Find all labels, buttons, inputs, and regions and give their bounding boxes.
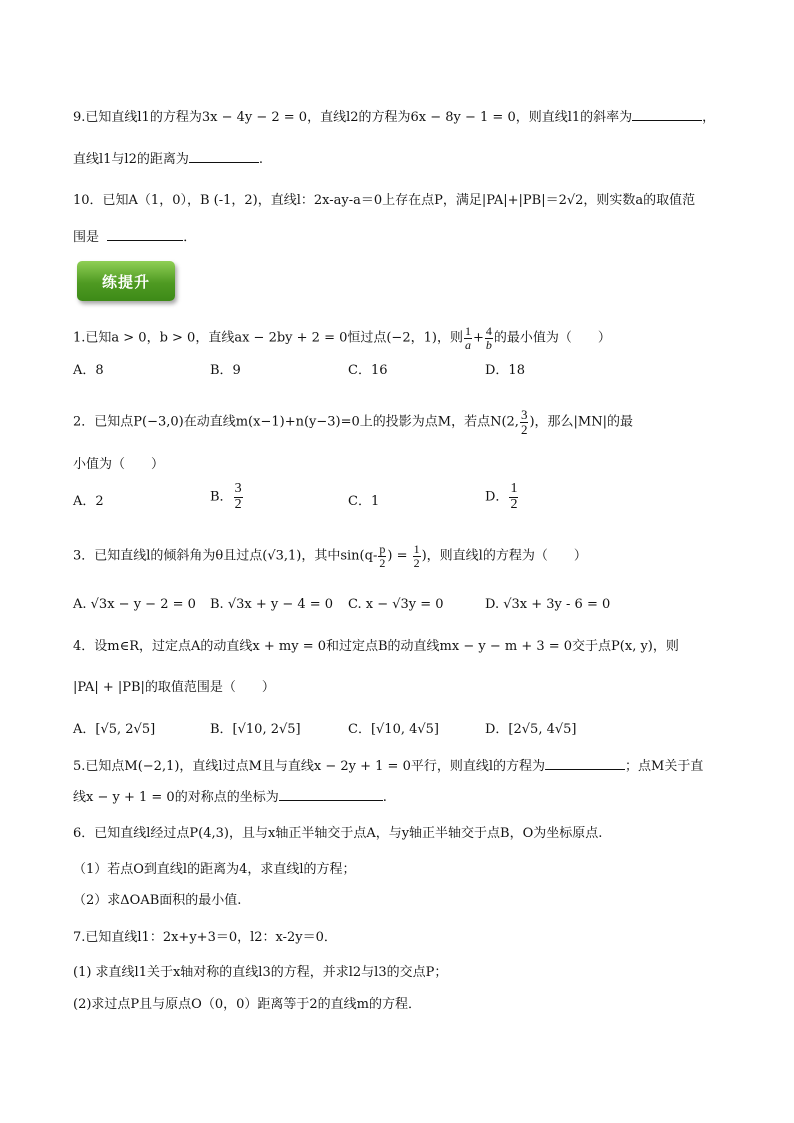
p2-option-d[interactable] — [485, 482, 519, 512]
p2-option-b-label: B． — [210, 489, 233, 505]
q9-distance-blank[interactable] — [189, 150, 259, 163]
p5-symmetric-point-blank[interactable] — [279, 788, 383, 801]
p5-line-equation-blank[interactable] — [545, 757, 625, 770]
q9-line1-text: 9.已知直线l1的方程为3x − 4y − 2 = 0，直线l2的方程为6x − 8y − 1 = 0，则直线l1的斜率为 — [73, 110, 633, 125]
q9-line2-end: . — [258, 152, 263, 167]
p5-line2-text: 线x − y + 1 = 0的对称点的坐标为 — [73, 790, 279, 805]
p5-line1-end: ；点M关于直 — [625, 759, 704, 774]
p2-line2: 小值为（ ） — [73, 457, 165, 472]
q10-line1 — [73, 192, 695, 210]
q9-line2-text: 直线l1与l2的距离为 — [73, 152, 189, 167]
fraction-4-over-b: $\frac{4}{b}$ — [485, 324, 492, 352]
p6-stem: 6．已知直线l经过点P(4,3)，且与x轴正半轴交于点A，与y轴正半轴交于点B，O为坐标原点. — [73, 826, 603, 841]
p2-option-a[interactable]: A．2 — [73, 494, 104, 509]
p5-line2 — [73, 788, 387, 807]
q10-line2-text: 围是 — [73, 230, 100, 245]
p2-line1 — [73, 408, 633, 436]
p1-stem-a: 1.已知a > 0，b > 0，直线ax − 2by + 2 = 0恒过点(−2，1)，则 — [73, 330, 463, 346]
p2-option-c[interactable]: C．1 — [348, 494, 380, 509]
fraction-3-over-2-option: $\frac{3}{2}$ — [234, 481, 242, 512]
p6-sub1: （1）若点O到直线l的距离为4，求直线l的方程； — [73, 862, 356, 877]
fraction-p-over-2: $\frac{p}{2}$ — [379, 542, 386, 570]
p3-stem-b: )，则直线l的方程为（ ） — [421, 548, 587, 564]
p1-option-d[interactable]: D．18 — [485, 363, 525, 378]
p4-line1: 4．设m∈R，过定点A的动直线x + my = 0和过定点B的动直线mx − y − m + 3 = 0交于点P(x, y)，则 — [73, 639, 679, 654]
q10-line1-text: 10．已知A（1，0），B (-1，2)，直线l：2x-ay-a＝0上存在点P，满足|PA|+|PB|＝2√2，则实数a的取值范 — [73, 193, 696, 208]
p3-option-c[interactable]: C. x − √3y = 0 — [348, 597, 444, 612]
q10-line2 — [73, 228, 196, 247]
p6-sub2: （2）求ΔOAB面积的最小值. — [73, 893, 242, 908]
fraction-1-over-2-option: $\frac{1}{2}$ — [510, 481, 518, 512]
p3-option-b[interactable]: B. √3x + y − 4 = 0 — [210, 597, 334, 612]
fraction-3-over-2: $\frac{3}{2}$ — [520, 407, 528, 437]
q9-line1-end: ， — [702, 110, 716, 125]
fraction-1-over-a: $\frac{1}{a}$ — [464, 324, 471, 352]
p7-sub1: (1) 求直线l1关于x轴对称的直线l3的方程，并求l2与l3的交点P； — [73, 965, 448, 980]
p4-option-d[interactable]: D．[2√5, 4√5] — [485, 722, 577, 737]
fraction-1-over-2: $\frac{1}{2}$ — [413, 542, 420, 570]
p3-stem-a: 3．已知直线l的倾斜角为θ且过点(√3,1)，其中sin(q- — [73, 548, 378, 564]
p2-option-d-label: D． — [485, 489, 509, 505]
p1-option-c[interactable]: C．16 — [348, 363, 388, 378]
p4-option-c[interactable]: C．[√10, 4√5] — [348, 722, 440, 737]
p5-line2-end: . — [382, 790, 387, 805]
p1-option-a[interactable]: A．8 — [73, 363, 104, 378]
q9-slope-blank[interactable] — [632, 108, 702, 121]
q10-line2-end: ． — [183, 230, 197, 245]
p7-stem: 7.已知直线l1：2x+y+3＝0，l2：x-2y＝0． — [73, 930, 337, 945]
p2-option-b[interactable] — [210, 482, 244, 512]
p2-line1-b: )，那么|MN|的最 — [529, 414, 633, 430]
p3-stem: 3．已知直线l的倾斜角为θ且过点(√3,1)，其中sin(q- $\frac{p}{2}$ ) = $\frac{1}{2}$ )，则直线l的方程为（ ） — [73, 542, 587, 570]
p4-option-a[interactable]: A．[√5, 2√5] — [73, 722, 156, 737]
p3-option-a[interactable]: A. √3x − y − 2 = 0 — [73, 597, 196, 612]
p5-line1-text: 5.已知点M(−2,1)，直线l过点M且与直线x − 2y + 1 = 0平行，则直线l的方程为 — [73, 759, 546, 774]
q10-range-blank[interactable] — [107, 228, 183, 241]
p2-line1-a: 2．已知点P(−3,0)在动直线m(x−1)+n(y−3)=0上的投影为点M，若点N(2, — [73, 414, 519, 430]
p1-stem: 1.已知a > 0，b > 0，直线ax − 2by + 2 = 0恒过点(−2，1)，则 $\frac{1}{a}$ + $\frac{4}{b}$ 的最小值为（ ） — [73, 324, 611, 352]
q9-line1 — [73, 108, 715, 127]
p4-option-b[interactable]: B．[√10, 2√5] — [210, 722, 301, 737]
section-badge: 练提升 — [77, 261, 175, 301]
q9-line2 — [73, 150, 263, 169]
p7-sub2: (2)求过点P且与原点O（0，0）距离等于2的直线m的方程． — [73, 997, 421, 1012]
p3-option-d[interactable]: D. √3x + 3y - 6 = 0 — [485, 597, 611, 612]
p1-stem-b: 的最小值为（ ） — [493, 330, 611, 346]
p1-option-b[interactable]: B．9 — [210, 363, 241, 378]
p5-line1 — [73, 757, 703, 776]
p4-line2: |PA| + |PB|的取值范围是（ ） — [73, 680, 275, 695]
